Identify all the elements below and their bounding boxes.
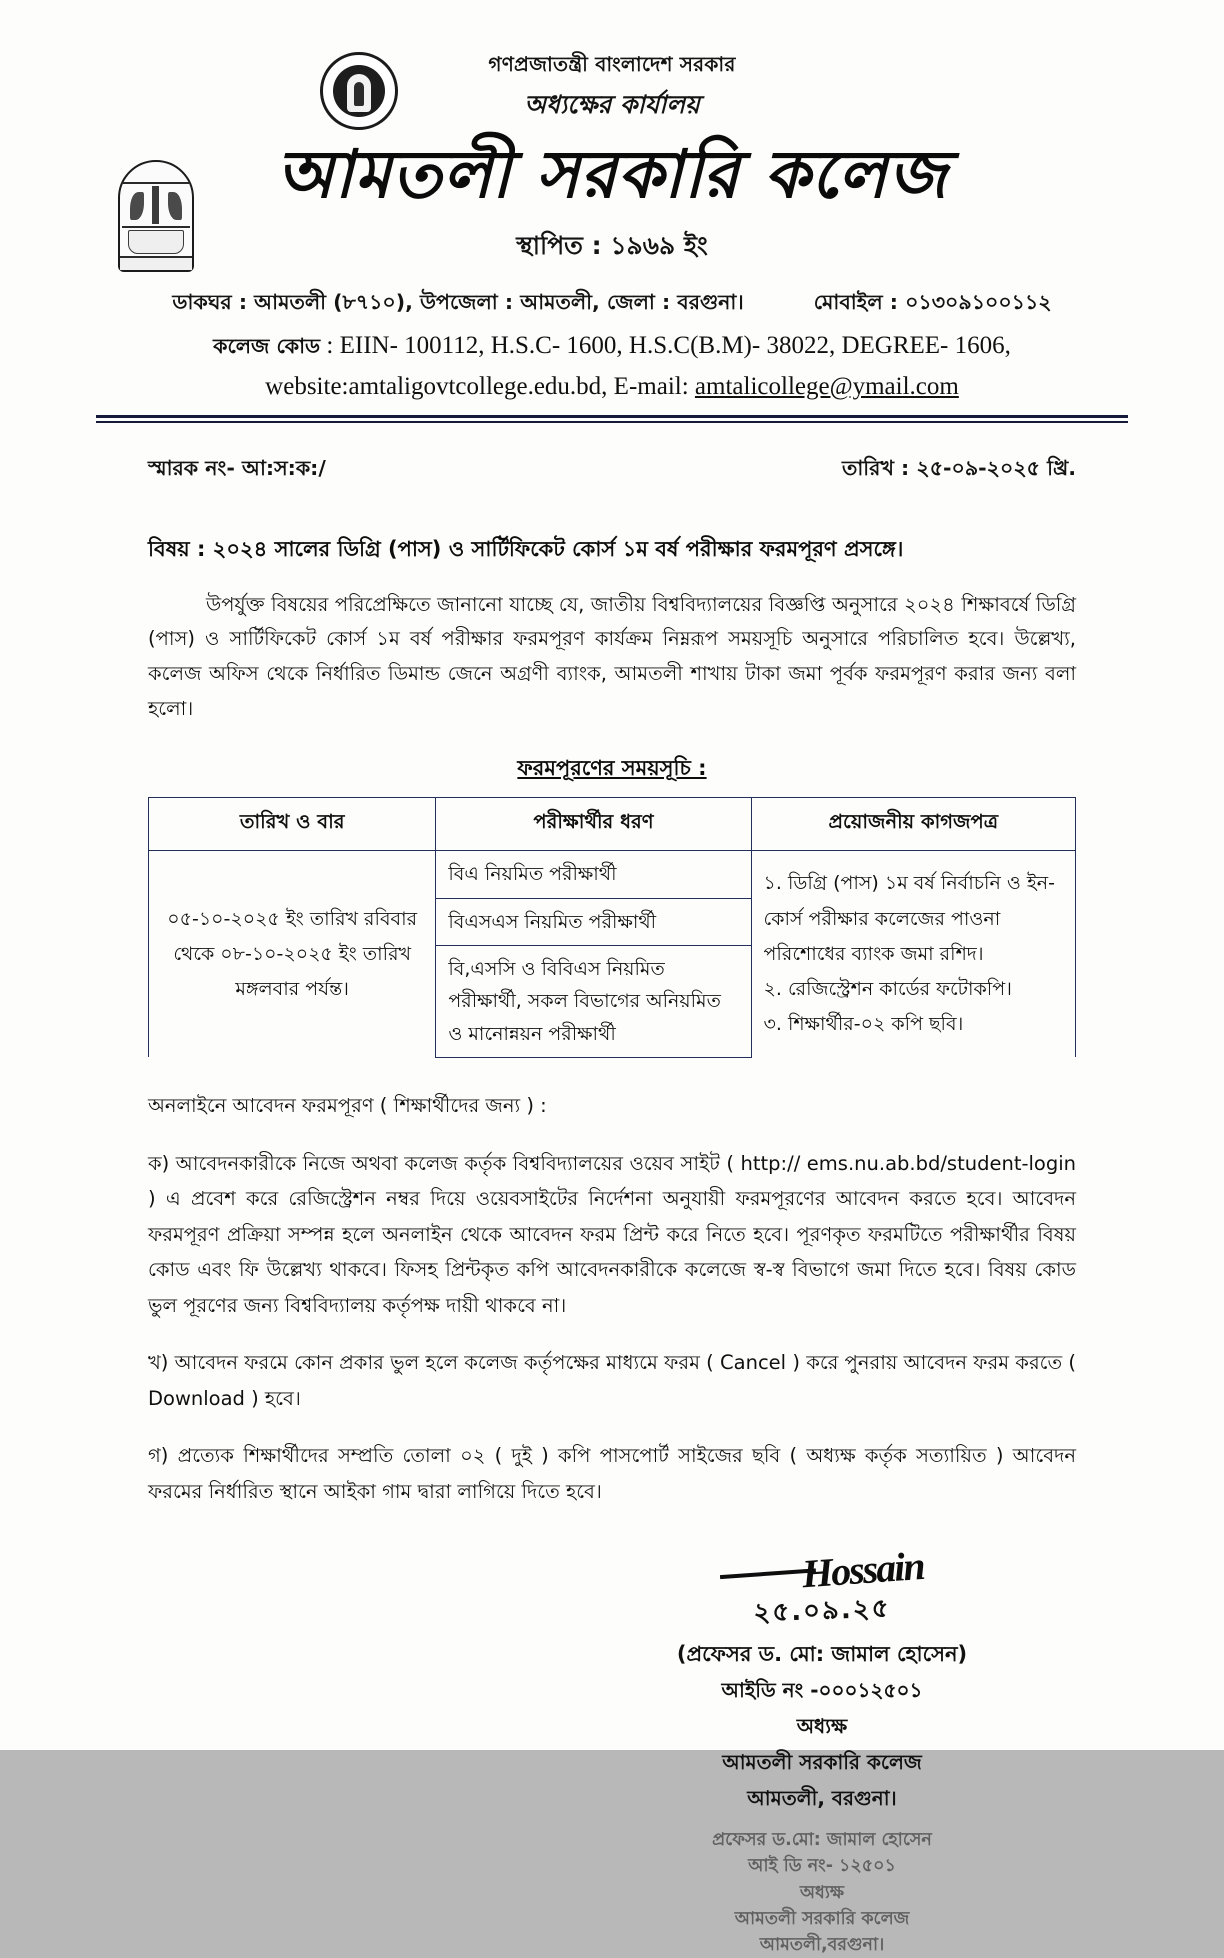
stamp-line-3: অধ্যক্ষ — [568, 1880, 1076, 1906]
document-item-3: ৩. শিক্ষার্থীর-০২ কপি ছবি। — [764, 1007, 1063, 1042]
schedule-table-caption: ফরমপূরণের সময়সূচি : — [148, 752, 1076, 787]
established-line: স্থাপিত : ১৯৬৯ ইং — [0, 226, 1224, 269]
stamp-line-4: আমতলী সরকারি কলেজ — [568, 1906, 1076, 1932]
body-content — [148, 533, 1076, 1958]
official-stamp — [568, 1827, 1076, 1958]
college-code-label: কলেজ কোড — [213, 334, 320, 358]
candidate-type-3: বি,এসসি ও বিবিএস নিয়মিত পরীক্ষার্থী, সকল বিভাগের অনিয়মিত ও মানোন্নয়ন পরীক্ষার্থী — [436, 945, 751, 1057]
contact-row — [0, 287, 1224, 321]
memo-date: তারিখ : ২৫-০৯-২০২৫ খ্রি. — [842, 453, 1076, 487]
mobile-text: মোবাইল : ০১৩০৯১০০১১২ — [814, 287, 1052, 321]
header-divider — [96, 415, 1128, 423]
signatory-college: আমতলী সরকারি কলেজ — [568, 1748, 1076, 1781]
schedule-table — [148, 797, 1076, 1057]
date-line-3: মঙ্গলবার পর্যন্ত। — [161, 972, 423, 1007]
signatory-post: অধ্যক্ষ — [568, 1712, 1076, 1745]
college-codes-line — [0, 331, 1224, 365]
th-documents: প্রয়োজনীয় কাগজপত্র — [751, 798, 1075, 851]
document-item-1: ১. ডিগ্রি (পাস) ১ম বর্ষ নির্বাচনি ও ইন-কোর্স পরীক্ষার কলেজের পাওনা পরিশোধের ব্যাংক জমা রশিদ। — [764, 866, 1063, 971]
candidate-type-2: বিএসএস নিয়মিত পরীক্ষার্থী — [436, 898, 751, 945]
online-item-ka: ক) আবেদনকারীকে নিজে অথবা কলেজ কর্তৃক বিশ্ববিদ্যালয়ের ওয়েব সাইট ( http:// ems.nu.ab.bd/student-login ) এ প্রবেশ করে রেজিস্ট্রেশন নম্বর দিয়ে ওয়েবসাইটের নির্দেশনা অনুযায়ী ফরমপূরণের আবেদন করতে হবে। আবেদন ফরমপূরণ প্রক্রিয়া সম্পন্ন হলে অনলাইন থেকে আবেদন ফরম প্রিন্ট করে নিতে হবে। পূরণকৃত ফরমটিতে পরীক্ষার্থীর বিষয় কোড এবং ফি উল্লেখ্য থাকবে। ফিসহ প্রিন্টকৃত কপি আবেদনকারীকে কলেজে স্ব-স্ব বিভাগে জমা দিতে হবে। বিষয় কোড ভুল পূরণের জন্য বিশ্ববিদ্যালয় কর্তৃপক্ষ দায়ী থাকবে না। — [148, 1146, 1076, 1323]
stamp-line-2: আই ডি নং- ১২৫০১ — [568, 1853, 1076, 1879]
signatory-location: আমতলী, বরগুনা। — [568, 1784, 1076, 1817]
intro-paragraph: উপর্যুক্ত বিষয়ের পরিপ্রেক্ষিতে জানানো যাচ্ছে যে, জাতীয় বিশ্ববিদ্যালয়ের বিজ্ঞপ্তি অনুসারে ২০২৪ শিক্ষাবর্ষে ডিগ্রি (পাস) ও সার্টিফিকেট কোর্স ১ম বর্ষ পরীক্ষার ফরমপূরণ কার্যক্রম নিম্নরূপ সময়সূচি অনুসারে পরিচালিত হবে। উল্লেখ্য, কলেজ অফিস থেকে নির্ধারিত ডিমান্ড জেনে অগ্রণী ব্যাংক, আমতলী শাখায় টাকা জমা পূর্বক ফরমপূরণ করার জন্য বলা হলো। — [148, 588, 1076, 727]
stamp-line-1: প্রফেসর ড.মো: জামাল হোসেন — [568, 1827, 1076, 1853]
memo-number: স্মারক নং- আ:স:ক:/ — [148, 453, 326, 487]
table-header-row — [149, 798, 1076, 851]
website-email-line — [0, 373, 1224, 401]
online-item-kha: খ) আবেদন ফরমে কোন প্রকার ভুল হলে কলেজ কর্তৃপক্ষের মাধ্যমে ফরম ( Cancel ) করে পুনরায় আবেদন ফরম করতে ( Download ) হবে। — [148, 1345, 1076, 1416]
email-link[interactable]: amtalicollege@ymail.com — [695, 373, 959, 400]
signature-date: ২৫.০৯.২৫ — [567, 1581, 1076, 1643]
government-line: গণপ্রজাতন্ত্রী বাংলাদেশ সরকার — [0, 52, 1224, 77]
stamp-line-5: আমতলী,বরগুনা। — [568, 1932, 1076, 1958]
signatory-id: আইডি নং -০০০১২৫০১ — [568, 1676, 1076, 1709]
bangladesh-government-emblem-icon — [320, 52, 398, 130]
date-range-cell — [149, 851, 436, 1057]
letterhead — [0, 0, 1224, 423]
address-text: ডাকঘর : আমতলী (৮৭১০), উপজেলা : আমতলী, জেলা : বরগুনা। — [172, 287, 743, 321]
signature-block — [148, 1549, 1076, 1958]
online-item-ga: গ) প্রত্যেক শিক্ষার্থীদের সম্প্রতি তোলা ০২ ( দুই ) কপি পাসপোর্ট সাইজের ছবি ( অধ্যক্ষ কর্তৃক সত্যায়িত ) আবেদন ফরমের নির্ধারিত স্থানে আইকা গাম দ্বারা লাগিয়ে দিতে হবে। — [148, 1438, 1076, 1509]
handwritten-signature: Hossain — [719, 1542, 925, 1603]
documents-cell — [751, 851, 1075, 1057]
date-line-1: ০৫-১০-২০২৫ ইং তারিখ রবিবার — [161, 902, 423, 937]
amtali-college-logo-icon — [118, 160, 194, 272]
th-date: তারিখ ও বার — [149, 798, 436, 851]
candidate-type-1: বিএ নিয়মিত পরীক্ষার্থী — [436, 851, 751, 898]
signatory-name: (প্রফেসর ড. মো: জামাল হোসেন) — [568, 1638, 1076, 1673]
memo-row — [148, 453, 1076, 487]
table-row — [149, 851, 1076, 898]
document-item-2: ২. রেজিস্ট্রেশন কার্ডের ফটোকপি। — [764, 972, 1063, 1007]
subject-line: বিষয় : ২০২৪ সালের ডিগ্রি (পাস) ও সার্টিফিকেট কোর্স ১ম বর্ষ পরীক্ষার ফরমপূরণ প্রসঙ্গে। — [148, 533, 1076, 568]
online-section-heading: অনলাইনে আবেদন ফরমপূরণ ( শিক্ষার্থীদের জন্য ) : — [148, 1092, 1076, 1124]
date-line-2: থেকে ০৮-১০-২০২৫ ইং তারিখ — [161, 937, 423, 972]
website-text: website:amtaligovtcollege.edu.bd, E-mail: — [265, 373, 695, 400]
college-name: আমতলী সরকারি কলেজ — [0, 138, 1224, 212]
office-line: অধ্যক্ষের কার্যালয় — [0, 85, 1224, 128]
college-code-value: : EIIN- 100112, H.S.C- 1600, H.S.C(B.M)- 38022, DEGREE- 1606, — [326, 332, 1010, 359]
th-candidate-type: পরীক্ষার্থীর ধরণ — [436, 798, 751, 851]
